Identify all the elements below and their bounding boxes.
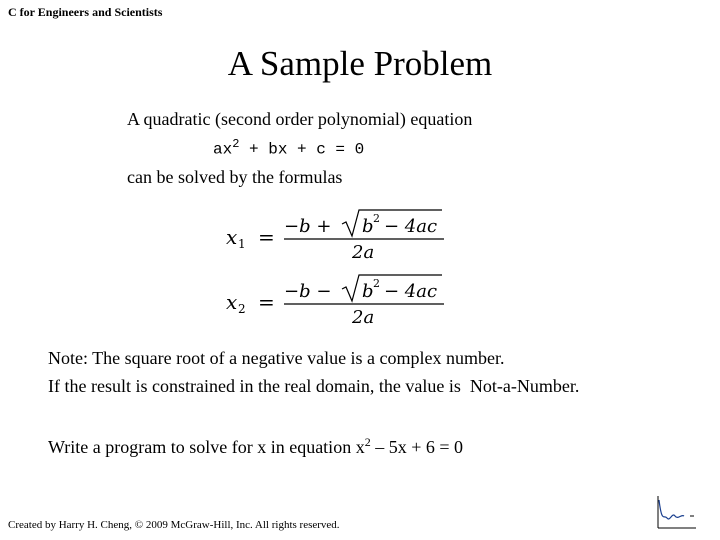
solved-text: can be solved by the formulas [127,167,343,187]
intro-text: A quadratic (second order polynomial) equation [127,109,473,129]
formula2-var: x [226,290,238,314]
equation-lhs: ax [213,140,233,159]
formula1-radicand-rest: − 4ac [384,216,438,237]
formula2-radicand-rest: − 4ac [384,281,438,302]
formula1-num-prefix: −b + [284,216,332,237]
quadratic-formula-minus [222,273,452,333]
formula2-radicand-b: b [362,281,374,302]
formula2-denominator: 2a [352,307,375,328]
formula2-num-prefix: −b − [284,281,332,302]
copyright-footer: Created by Harry H. Cheng, © 2009 McGraw-Hill, Inc. All rights reserved. [8,519,340,531]
formula2-sub: 2 [238,302,246,316]
note-line-1: Note: The square root of a negative value is a complex number. [48,348,505,368]
quadratic-equation [213,137,364,158]
formula2-radicand-exp: 2 [373,277,380,290]
task-exponent: 2 [364,435,371,449]
course-header: C for Engineers and Scientists [8,5,163,19]
task-prefix: Write a program to solve for x in equation x [48,437,365,457]
task-suffix: – 5x + 6 = 0 [370,437,463,457]
equation-rhs: + bx + c = 0 [239,140,365,159]
quadratic-formula-plus [222,208,452,268]
slide-title: A Sample Problem [227,44,493,83]
formula1-radicand-exp: 2 [373,212,380,225]
formula2-equals: = [258,290,275,314]
formula1-sub: 1 [238,237,246,251]
task-text [48,435,463,458]
equation-exponent: 2 [232,137,240,151]
note-line-2: If the result is constrained in the real domain, the value is Not-a-Number. [48,376,580,396]
formula1-var: x [226,225,238,249]
formula1-denominator: 2a [352,242,375,263]
ch-logo-icon [654,494,698,530]
formula1-equals: = [258,225,275,249]
formula1-radicand-b: b [362,216,374,237]
